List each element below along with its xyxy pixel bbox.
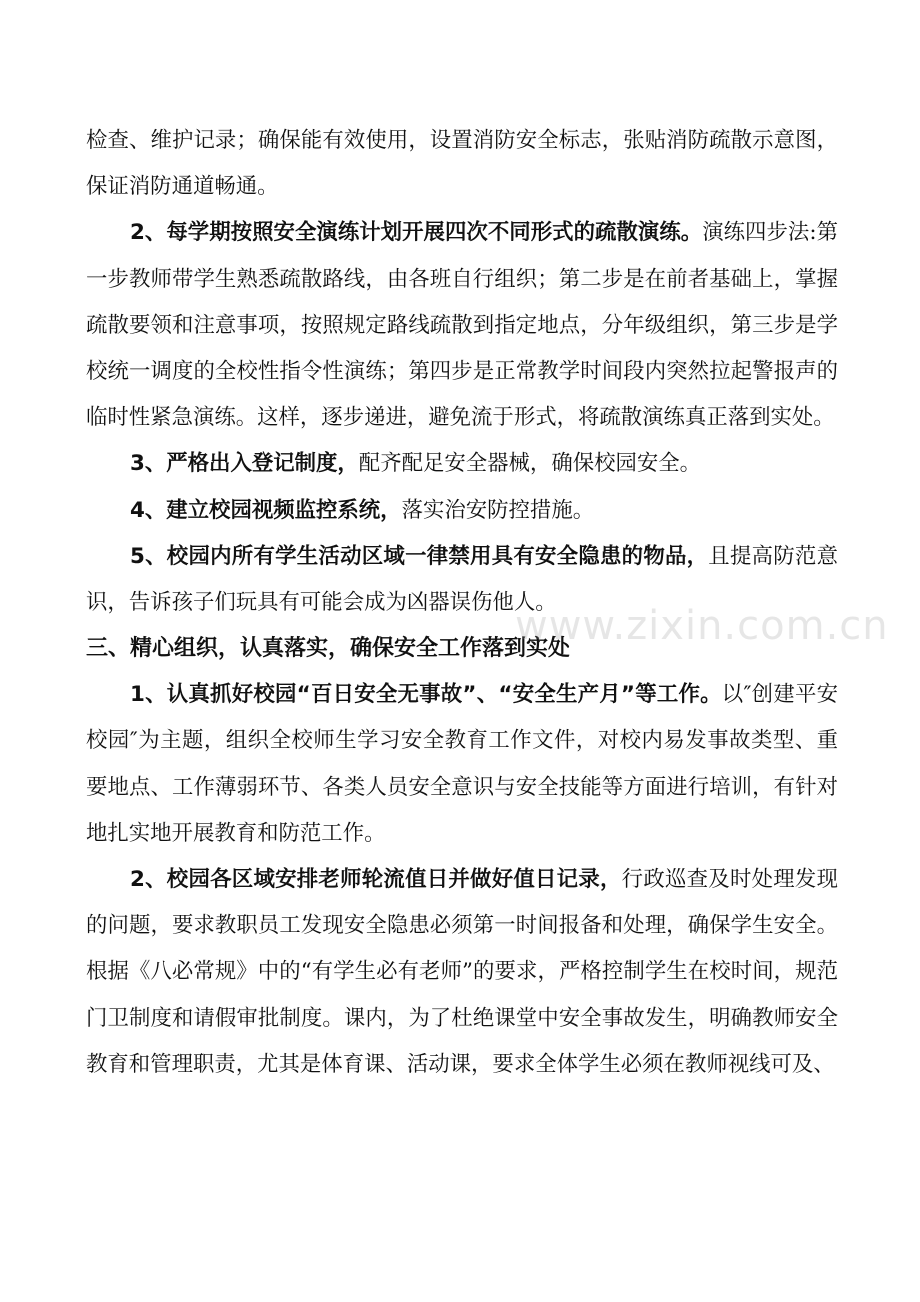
paragraph-lead: 5、校园内所有学生活动区域一律禁用具有安全隐患的物品， — [130, 543, 709, 569]
paragraph-duty-rotation — [86, 857, 838, 1088]
paragraph-text: 且提高防范意识，告诉孩子们玩具有可能会成为凶器误伤他人。 — [86, 543, 838, 616]
paragraph-lead: 1、认真抓好校园“百日安全无事故”、“安全生产月”等工作。 — [130, 682, 722, 708]
paragraph-text: 检查、维护记录；确保能有效使用，设置消防安全标志，张贴消防疏散示意图，保证消防通道畅通。 — [86, 128, 838, 200]
document-body — [86, 118, 838, 1088]
paragraph-text: 落实治安防控措施。 — [401, 497, 595, 523]
paragraph-text: 配齐配足安全器械，确保校园安全。 — [358, 451, 702, 477]
paragraph-text: 以″创建平安校园″为主题，组织全校师生学习安全教育工作文件，对校内易发事故类型、重要地点、工作薄弱环节、各类人员安全意识与安全技能等方面进行培训，有针对地扎实地开展教育和防范工作。 — [86, 682, 838, 846]
paragraph-safety-campaign — [86, 672, 838, 857]
section-heading: 三、精心组织，认真落实，确保安全工作落到实处 — [86, 636, 571, 662]
paragraph-lead: 2、校园各区域安排老师轮流值日并做好值日记录， — [130, 867, 622, 893]
paragraph-lead: 4、建立校园视频监控系统， — [130, 497, 402, 523]
paragraph-lead: 3、严格出入登记制度， — [130, 451, 359, 477]
paragraph-evacuation-drill — [86, 210, 838, 441]
paragraph-text: 演练四步法:第一步教师带学生熟悉疏散路线，由各班自行组织；第二步是在前者基础上，掌握疏散要领和注意事项，按照规定路线疏散到指定地点，分年级组织，第三步是学校统一调度的全校性指令性演练；第四步是正常教学时间段内突然拉起警报声的临时性紧急演练。这样，逐步递进，避免流于形式，将疏散演练真正落到实处。 — [86, 220, 838, 431]
paragraph-lead: 2、每学期按照安全演练计划开展四次不同形式的疏散演练。 — [130, 220, 703, 246]
paragraph-continued — [86, 118, 838, 210]
paragraph-video-monitoring — [86, 488, 838, 534]
paragraph-text: 行政巡查及时处理发现的问题，要求教职员工发现安全隐患必须第一时间报备和处理，确保学生安全。根据《八必常规》中的“有学生必有老师”的要求，严格控制学生在校时间，规范门卫制度和请假审批制度。课内，为了杜绝课堂中安全事故发生，明确教师安全教育和管理职责，尤其是体育课、活动课，要求全体学生必须在教师视线可及、 — [86, 867, 838, 1077]
watermark: www.zixin.com.cn — [515, 603, 889, 649]
paragraph-entry-registration — [86, 441, 838, 487]
paragraph-banned-items — [86, 534, 838, 626]
